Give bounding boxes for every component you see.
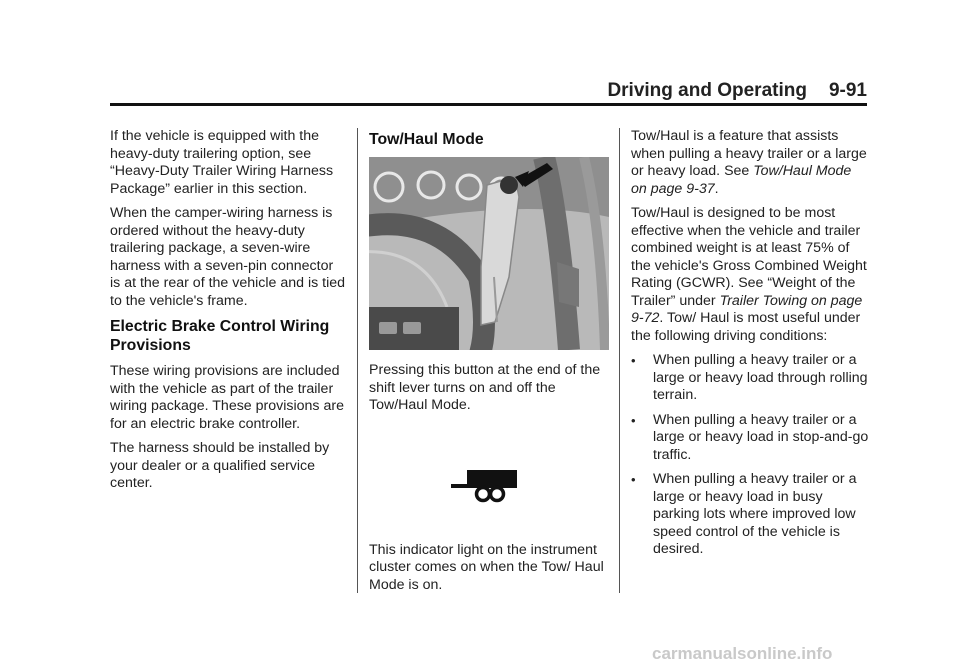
- column-divider-2: [619, 128, 620, 593]
- header-rule: [110, 103, 867, 106]
- paragraph-harness-install: The harness should be installed by your dealer or a qualified service center.: [110, 440, 330, 491]
- driving-conditions-list: [631, 352, 869, 559]
- paragraph-tow-haul-feature: Tow/Haul is a feature that assists when pulling a heavy trailer or a large or heavy load. See Tow/Haul Mode on page 9-37.: [631, 128, 867, 197]
- reference-tow-haul: Tow/Haul Mode on page 9-37: [631, 163, 852, 197]
- paragraph-button-press: Pressing this button at the end of the shift lever turns on and off the Tow/Haul Mode.: [369, 362, 601, 413]
- paragraph-camper-wiring: When the camper-wiring harness is ordered without the heavy-duty trailering package, a seven-wire harness with a seven-pin connector is at the rear of the vehicle and is tied to the vehicle's frame.: [110, 205, 346, 309]
- column-right: [631, 128, 869, 566]
- heading-electric-brake: Electric Brake Control Wiring Provisions: [110, 318, 330, 354]
- bullet-icon: •: [631, 472, 636, 487]
- watermark: carmanualsonline.info: [652, 644, 833, 663]
- paragraph-tow-haul-design: Tow/Haul is designed to be most effective when the vehicle and trailer combined weight is at least 75% of the vehicle's Gross Combined Weight Rating (GCWR). See “Weight of the Trailer” under Trailer Towing on page 9-72. Tow/ Haul is most useful under the following driving conditions:: [631, 205, 867, 344]
- bullet-icon: •: [631, 412, 636, 428]
- list-item: • When pulling a heavy trailer or a large or heavy load in stop-and-go traffic.: [631, 411, 869, 463]
- heading-tow-haul: Tow/Haul Mode: [369, 131, 484, 148]
- column-divider-1: [357, 128, 358, 593]
- reference-trailer-towing: Trailer Towing on page 9-72: [631, 292, 863, 326]
- bullet-icon: •: [631, 353, 636, 368]
- paragraph-wiring-provisions: These wiring provisions are included with the vehicle as part of the trailer wiring package. These provisions are for an electric brake controller.: [110, 363, 344, 432]
- list-item: • When pulling a heavy trailer or a large or heavy load through rolling terrain.: [631, 352, 868, 403]
- column-left: [110, 128, 346, 500]
- list-item: • When pulling a heavy trailer or a large or heavy load in busy parking lots where improved low speed control of the vehicle is desired.: [631, 471, 857, 557]
- section-title: Driving and Operating: [607, 80, 807, 101]
- indicator-area: [369, 422, 609, 542]
- column-middle: [369, 128, 609, 601]
- paragraph-indicator-light: This indicator light on the instrument cluster comes on when the Tow/ Haul Mode is on.: [369, 541, 604, 593]
- tow-haul-indicator-icon: [451, 470, 517, 504]
- shift-lever-photo: [369, 157, 609, 350]
- paragraph-heavy-duty: If the vehicle is equipped with the heavy-duty trailering option, see “Heavy-Duty Trailer Wiring Harness Package” earlier in this section.: [110, 128, 334, 197]
- page-number: 9-91: [828, 80, 867, 101]
